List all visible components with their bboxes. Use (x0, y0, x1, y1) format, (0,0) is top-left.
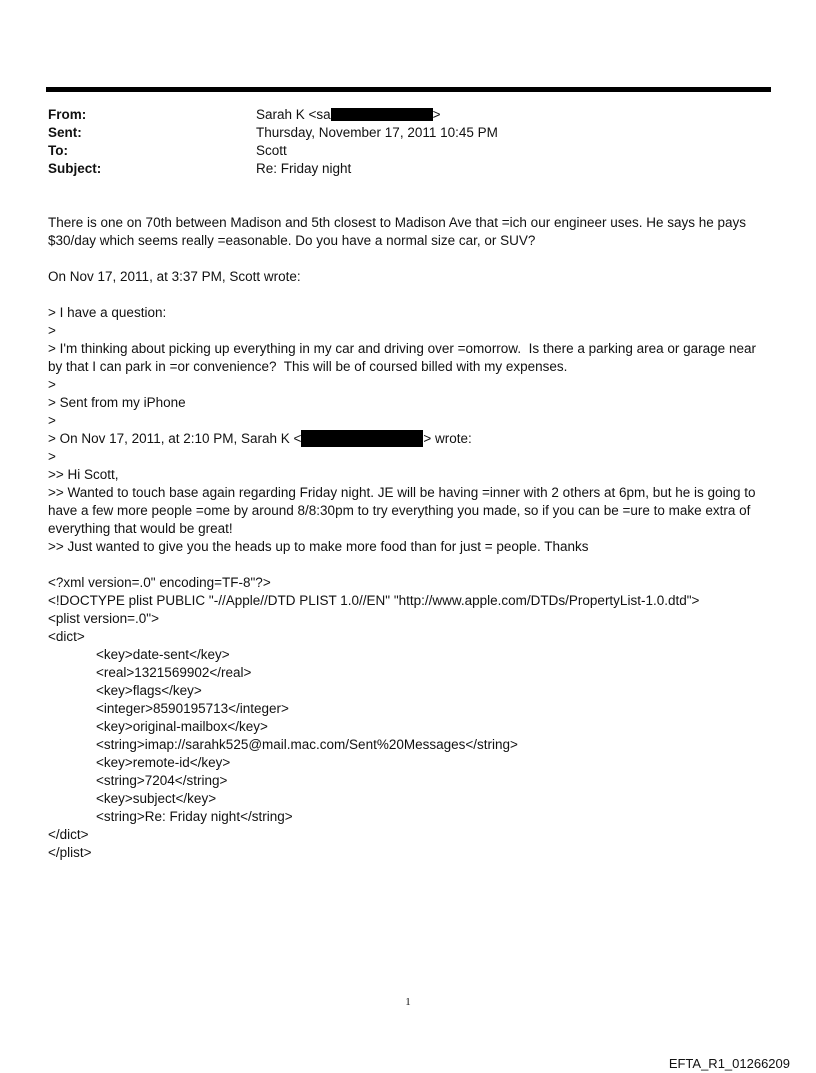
quoted-wrote-line (48, 430, 760, 448)
plist-entry: <integer>8590195713</integer> (96, 701, 289, 716)
redaction-bar (301, 430, 423, 447)
quoted-line: > Sent from my iPhone (48, 395, 186, 410)
plist-line: <dict> (48, 629, 85, 644)
to-label: To: (48, 143, 68, 158)
quoted-line: > (48, 323, 56, 338)
plist-line: </dict> (48, 827, 89, 842)
quoted-line: >> Wanted to touch base again regarding Friday night. JE will be having =inner with 2 others at 6pm, but he is going to have a few more people =ome by around 8/8:30pm to try everything you made, so if you can be =ure to make extra of everything that would be great! (48, 485, 760, 536)
from-value (256, 106, 441, 124)
page-number: 1 (405, 996, 411, 1008)
quoted-line: > I have a question: (48, 305, 167, 320)
subject-label: Subject: (48, 161, 102, 176)
plist-entry: <key>date-sent</key> (96, 647, 230, 662)
plist-entry: <key>original-mailbox</key> (96, 719, 268, 734)
quoted-line: > (48, 449, 56, 464)
quoted-line: >> Just wanted to give you the heads up to make more food than for just = people. Thanks (48, 539, 589, 554)
wrote-line: On Nov 17, 2011, at 3:37 PM, Scott wrote: (48, 269, 301, 284)
subject-value: Re: Friday night (256, 161, 352, 176)
header-rule (46, 87, 771, 92)
plist-line: </plist> (48, 845, 92, 860)
quoted-wrote-prefix: > On Nov 17, 2011, at 2:10 PM, Sarah K < (48, 431, 302, 446)
plist-entry: <string>7204</string> (96, 773, 228, 788)
sent-label: Sent: (48, 125, 82, 140)
from-name: Sarah K <sa (256, 107, 331, 122)
plist-line: <plist version=.0"> (48, 611, 159, 626)
quoted-line: > (48, 413, 56, 428)
from-label: From: (48, 107, 87, 122)
quoted-line: >> Hi Scott, (48, 467, 119, 482)
document-id: EFTA_R1_01266209 (668, 1056, 790, 1071)
plist-entry: <string>Re: Friday night</string> (96, 809, 293, 824)
reply-paragraph: There is one on 70th between Madison and 5th closest to Madison Ave that =ich our engineer uses. He says he pays $30/day which seems really =easonable. Do you have a normal size car, or SUV? (48, 215, 750, 248)
plist-entry: <key>remote-id</key> (96, 755, 231, 770)
quoted-line: > I'm thinking about picking up everything in my car and driving over =omorrow. Is there a parking area or garage near by that I can park in =or convenience? This will be of coursed billed with my expenses. (48, 341, 760, 374)
plist-line: <!DOCTYPE plist PUBLIC "-//Apple//DTD PLIST 1.0//EN" "http://www.apple.com/DTDs/PropertyList-1.0.dtd"> (48, 593, 700, 608)
quoted-wrote-suffix: > wrote: (423, 431, 472, 446)
to-value: Scott (256, 143, 287, 158)
redaction-bar (331, 108, 433, 121)
plist-entry: <real>1321569902</real> (96, 665, 252, 680)
email-body (48, 214, 760, 862)
from-close: > (432, 107, 441, 122)
plist-entry: <key>flags</key> (96, 683, 202, 698)
quoted-line: > (48, 377, 56, 392)
plist-entry: <string>imap://sarahk525@mail.mac.com/Sent%20Messages</string> (96, 737, 518, 752)
sent-value: Thursday, November 17, 2011 10:45 PM (256, 125, 498, 140)
plist-line: <?xml version=.0" encoding=TF-8"?> (48, 575, 271, 590)
plist-entry: <key>subject</key> (96, 791, 217, 806)
